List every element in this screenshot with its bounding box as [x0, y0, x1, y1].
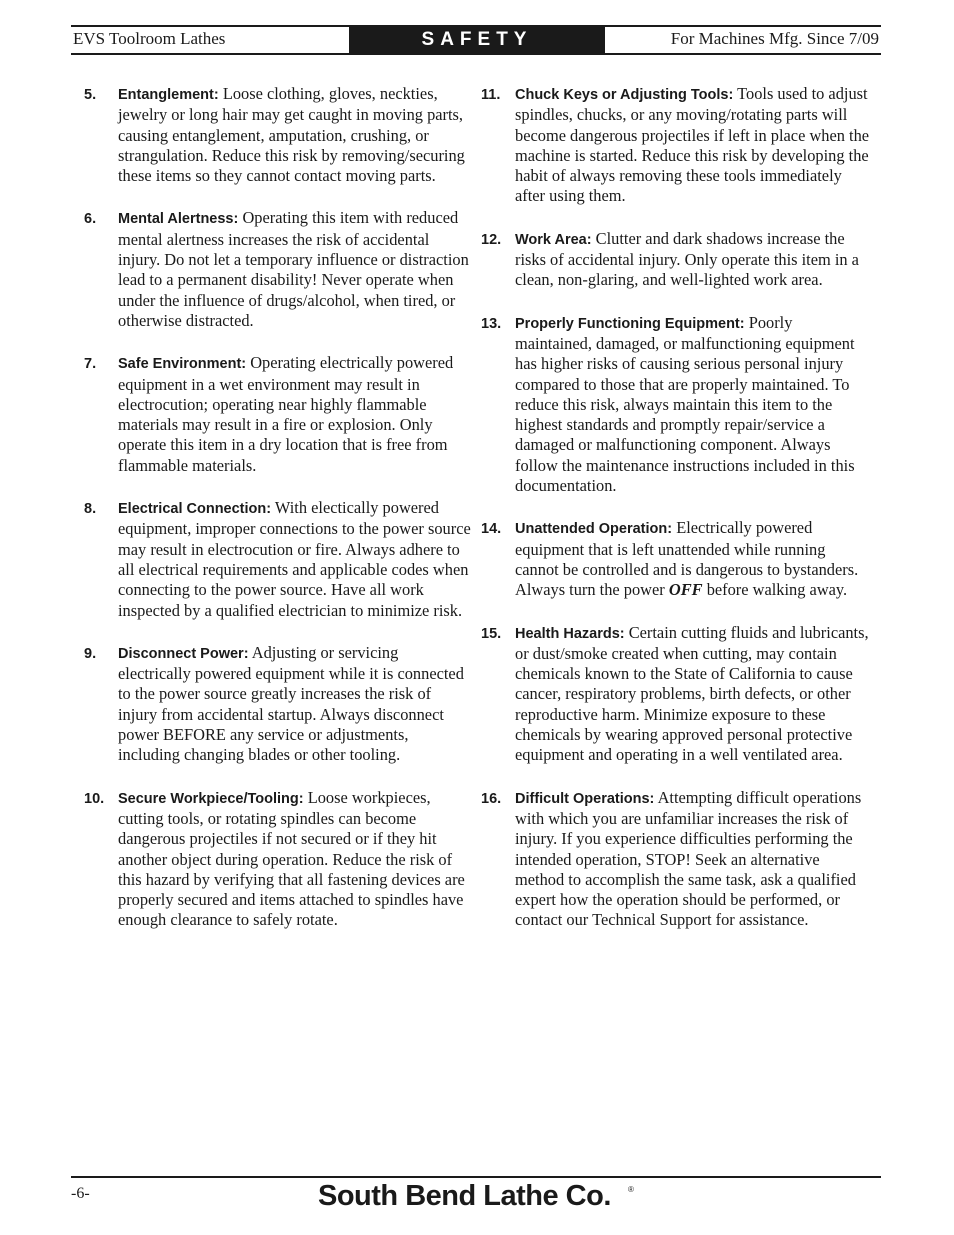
item-number: 8. [84, 501, 97, 518]
left-column [84, 84, 474, 953]
item-title: Disconnect Power: [118, 645, 249, 662]
item-text-after: before walking away. [706, 580, 848, 600]
item-title: Entanglement: [118, 87, 219, 103]
item-title: Mental Alertness: [118, 211, 239, 228]
item-title: Work Area: [515, 231, 592, 248]
item-title: Properly Functioning Equipment: [515, 315, 745, 332]
item-title: Difficult Operations: [515, 790, 655, 807]
item-emphasis-off: OFF [668, 580, 703, 600]
item-text: Electrically powered equipment that is left unattended while running cannot be controlled and is dangerous to bystanders. Always turn the power [515, 518, 859, 600]
item-text: Operating electrically powered equipment in a wet environment may result in electrocution; operating near highly flammable materials may result in a fire or explosion. Only operate this item in a dry location that is free from flammable materials. [118, 353, 454, 475]
item-number: 14. [481, 521, 502, 538]
safety-item-9 [84, 643, 474, 766]
safety-item-16 [481, 788, 871, 931]
item-text: Attempting difficult operations with which you are unfamiliar increases the risk of injury. If you experience difficulties performing the intended operation, STOP! Seek an alternative method to accomplish the same task, ask a qualified expert how the operation should be performed, or contact our Technical Support for assistance. [515, 787, 862, 930]
item-text: Certain cutting fluids and lubricants, or dust/smoke created when cutting, may contain chemicals known to the State of California to cause cancer, respiratory problems, birth defects, or other reproductive harm. Minimize exposure to these chemicals by wearing approved personal protective equipment and operating in a well ventilated area. [515, 622, 869, 765]
item-text: Operating this item with reduced mental alertness increases the risk of accidental injury. Do not let a temporary influence or distraction lead to a permanent disability! Never operate when under the influence of drugs/alcohol, when tired, or otherwise distracted. [118, 208, 469, 330]
item-text: Tools used to adjust spindles, chucks, or any moving/rotating parts will become dangerous projectiles if left in place when the machine is started. Reduce this risk by developing the habit of always removing these tools immediately after using them. [515, 84, 870, 206]
item-number: 12. [481, 231, 502, 248]
right-column [481, 84, 871, 953]
safety-item-15 [481, 623, 871, 766]
item-text: Adjusting or servicing electrically powered equipment while it is connected to the power source greatly increases the risk of injury from accidental startup. Always disconnect power BEFORE any service or adjustments, including changing blades or other tooling. [118, 642, 464, 765]
item-number: 10. [84, 790, 105, 807]
item-number: 16. [481, 790, 502, 807]
safety-item-11 [481, 84, 871, 207]
footer-rule [71, 1176, 881, 1178]
safety-item-8 [84, 498, 474, 621]
item-number: 5. [84, 87, 97, 103]
item-title: Safe Environment: [118, 356, 247, 373]
item-number: 7. [84, 356, 97, 373]
header-machine-date: For Machines Mfg. Since 7/09 [670, 29, 879, 48]
registered-mark: ® [628, 1185, 634, 1194]
safety-item-10 [84, 788, 474, 931]
header-bottom-rule [71, 53, 881, 55]
safety-item-5 [84, 84, 474, 186]
item-number: 6. [84, 211, 97, 228]
item-title: Electrical Connection: [118, 501, 272, 518]
safety-item-13 [481, 313, 871, 497]
item-text: Clutter and dark shadows increase the risks of accidental injury. Only operate this item in a clean, non-glaring, and well-lighted work area. [515, 228, 859, 290]
item-number: 15. [481, 625, 502, 642]
header-manual-title: EVS Toolroom Lathes [73, 29, 226, 48]
brand-logo-text: South Bend Lathe Co. [318, 1180, 611, 1212]
item-title: Chuck Keys or Adjusting Tools: [515, 87, 734, 103]
item-number: 13. [481, 315, 502, 332]
header-section-title: SAFETY [349, 27, 605, 53]
item-title: Health Hazards: [515, 625, 625, 642]
item-number: 11. [481, 87, 501, 103]
item-number: 9. [84, 645, 97, 662]
safety-item-6 [84, 208, 474, 331]
item-title: Unattended Operation: [515, 521, 673, 538]
page-footer [71, 1176, 881, 1226]
item-text: Poorly maintained, damaged, or malfunctioning equipment has higher risks of causing serious personal injury compared to those that are properly maintained. To reduce this risk, always maintain this item to the highest standards and promptly repair/service a damaged or malfunctioning component. Always follow the maintenance instructions included in this documentation. [515, 312, 855, 496]
item-text: Loose workpieces, cutting tools, or rotating spindles can become dangerous projectiles if not secured or if they hit another object during operation. Reduce the risk of this hazard by verifying that all fastening devices are properly secured and items attached to spindles have enough clearance to safely rotate. [118, 787, 465, 930]
item-text: Loose clothing, gloves, neckties, jewelry or long hair may get caught in moving parts, causing entanglement, amputation, crushing, or strangulation. Reduce this risk by removing/securing these items so they cannot contact moving parts. [118, 84, 465, 186]
item-title: Secure Workpiece/Tooling: [118, 790, 304, 807]
page-header [71, 25, 881, 55]
page-number: -6- [71, 1185, 90, 1202]
safety-item-7 [84, 353, 474, 476]
safety-item-14 [481, 518, 871, 600]
safety-item-12 [481, 229, 871, 291]
item-text: With electically powered equipment, improper connections to the power source may result in electrocution or fire. Always adhere to all electrical requirements and applicable codes when connecting to the power source. Have all work inspected by a qualified electrician to minimize risk. [118, 498, 471, 620]
